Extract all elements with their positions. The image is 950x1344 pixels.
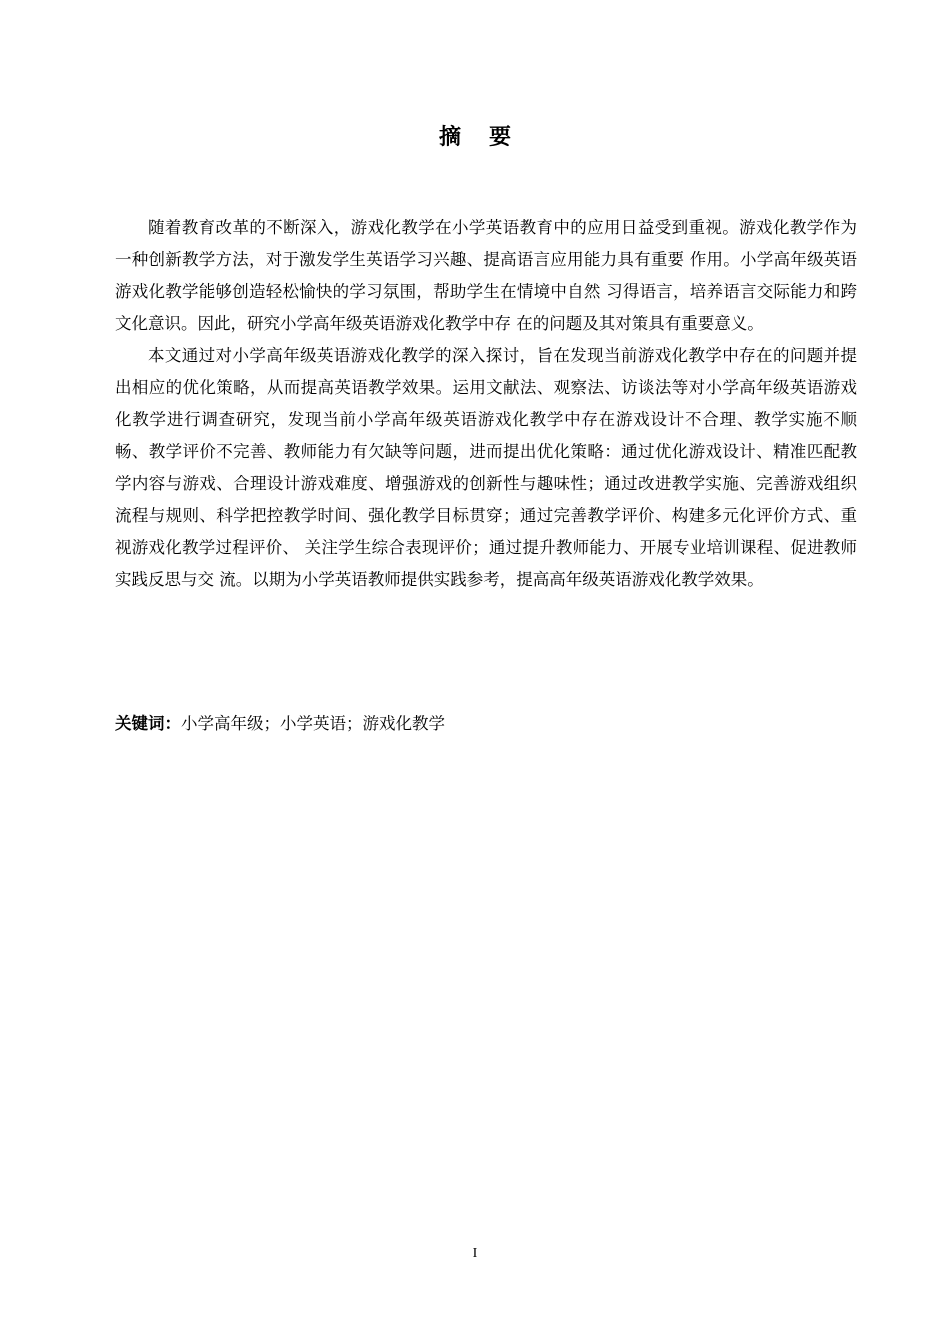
abstract-body: [115, 212, 857, 596]
keywords-value: 小学高年级；小学英语；游戏化教学: [181, 714, 445, 733]
abstract-title: 摘要: [438, 125, 539, 150]
abstract-paragraph-1: 随着教育改革的不断深入，游戏化教学在小学英语教育中的应用日益受到重视。游戏化教学作为一种创新教学方法，对于激发学生英语学习兴趣、提高语言应用能力具有重要 作用。小学高年级英语游戏化教学能够创造轻松愉快的学习氛围，帮助学生在情境中自然 习得语言，培养语言交际能力和跨文化意识。因此，研究小学高年级英语游戏化教学中存 在的问题及其对策具有重要意义。: [115, 218, 857, 333]
abstract-paragraph-2: 本文通过对小学高年级英语游戏化教学的深入探讨，旨在发现当前游戏化教学中存在的问题并提出相应的优化策略，从而提高英语教学效果。运用文献法、观察法、访谈法等对小学高年级英语游戏化教学进行调查研究，发现当前小学高年级英语游戏化教学中存在游戏设计不合理、教学实施不顺畅、教学评价不完善、教师能力有欠缺等问题，进而提出优化策略：通过优化游戏设计、精准匹配教学内容与游戏、合理设计游戏难度、增强游戏的创新性与趣味性；通过改进教学实施、完善游戏组织流程与规则、科学把控教学时间、强化教学目标贯穿；通过完善教学评价、构建多元化评价方式、重视游戏化教学过程评价、 关注学生综合表现评价；通过提升教师能力、开展专业培训课程、促进教师实践反思与交 流。以期为小学英语教师提供实践参考，提高高年级英语游戏化教学效果。: [115, 346, 857, 589]
page-number: I: [472, 1246, 478, 1261]
keywords-label: 关键词：: [115, 714, 181, 733]
keywords-line: [115, 708, 857, 740]
